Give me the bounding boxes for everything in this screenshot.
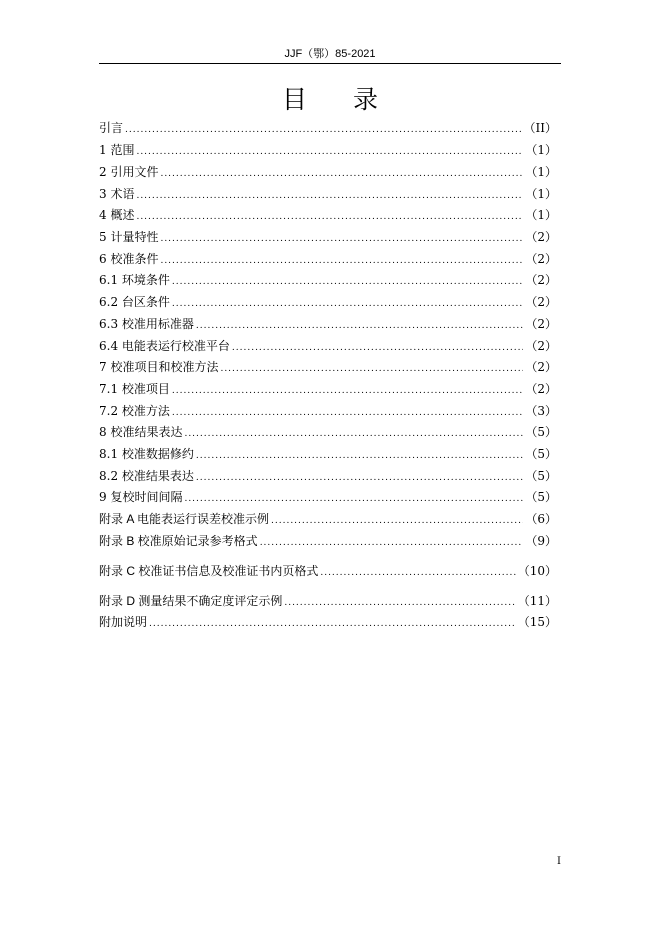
toc-entry-page: （3） xyxy=(525,404,557,418)
toc-entry-page: （2） xyxy=(525,252,557,266)
toc-entry-label: 附加说明 xyxy=(99,615,148,629)
toc-entry-3[interactable] xyxy=(99,185,557,203)
toc-entry-page: （5） xyxy=(525,490,557,504)
page-number: I xyxy=(557,856,561,867)
toc-entry-6-4[interactable] xyxy=(99,337,557,355)
toc-entry-9[interactable] xyxy=(99,488,557,506)
toc-leader-dots xyxy=(271,516,523,526)
toc-leader-dots xyxy=(196,321,523,331)
toc-leader-dots xyxy=(172,408,523,418)
toc-entry-label: 附录 C 校准证书信息及校准证书内页格式 xyxy=(99,564,319,578)
page-title: 目录 xyxy=(281,85,424,114)
toc-entry-6-3[interactable] xyxy=(99,315,557,333)
toc-entry-page: （11） xyxy=(517,594,557,608)
toc-leader-dots xyxy=(260,538,524,548)
toc-leader-dots xyxy=(160,169,523,179)
toc-entry-page: （1） xyxy=(525,143,557,157)
toc-entry-label: 6.3 校准用标准器 xyxy=(99,317,194,331)
toc-entry-label: 6.2 台区条件 xyxy=(99,295,170,309)
toc-entry-appendix-b[interactable] xyxy=(99,532,557,550)
toc-entry-label: 6.1 环境条件 xyxy=(99,273,170,287)
toc-entry-label: 8 校准结果表达 xyxy=(99,425,183,439)
toc-entry-page: （2） xyxy=(525,295,557,309)
toc-leader-dots xyxy=(184,494,523,504)
toc-entry-label: 附录 B 校准原始记录参考格式 xyxy=(99,534,258,548)
toc-leader-dots xyxy=(196,473,523,483)
toc-entry-label: 7.2 校准方法 xyxy=(99,404,170,418)
toc-entry-6[interactable] xyxy=(99,250,557,268)
toc-entry-label: 8.1 校准数据修约 xyxy=(99,447,194,461)
toc-leader-dots xyxy=(149,619,516,629)
toc-entry-page: （5） xyxy=(525,425,557,439)
toc-entry-page: （1） xyxy=(525,165,557,179)
toc-entry-label: 2 引用文件 xyxy=(99,165,159,179)
toc-entry-5[interactable] xyxy=(99,228,557,246)
toc-entry-page: （10） xyxy=(517,564,557,578)
toc-entry-appendix-a[interactable] xyxy=(99,510,557,528)
toc-entry-page: （15） xyxy=(517,615,557,629)
toc-entry-6-2[interactable] xyxy=(99,293,557,311)
toc-leader-dots xyxy=(160,234,523,244)
toc-entry-page: （II） xyxy=(523,121,557,135)
toc-leader-dots xyxy=(320,568,515,578)
toc-entry-page: （1） xyxy=(525,187,557,201)
toc-leader-dots xyxy=(172,277,523,287)
toc-entry-8[interactable] xyxy=(99,423,557,441)
toc-leader-dots xyxy=(136,191,523,201)
toc-leader-dots xyxy=(232,343,523,353)
toc-leader-dots xyxy=(284,598,515,608)
toc-entry-label: 6.4 电能表运行校准平台 xyxy=(99,339,230,353)
toc-entry-additional-notes[interactable] xyxy=(99,613,557,631)
toc-leader-dots xyxy=(136,212,523,222)
toc-entry-label: 1 范围 xyxy=(99,143,135,157)
toc-leader-dots xyxy=(220,364,523,374)
toc-entry-label: 引言 xyxy=(99,121,124,135)
toc-entry-label: 8.2 校准结果表达 xyxy=(99,469,194,483)
toc-entry-page: （6） xyxy=(525,512,557,526)
toc-entry-7-1[interactable] xyxy=(99,380,557,398)
toc-entry-label: 7 校准项目和校准方法 xyxy=(99,360,219,374)
toc-entry-7[interactable] xyxy=(99,358,557,376)
toc-entry-label: 9 复校时间间隔 xyxy=(99,490,183,504)
toc-entry-6-1[interactable] xyxy=(99,271,557,289)
toc-entry-1[interactable] xyxy=(99,141,557,159)
toc-leader-dots xyxy=(136,147,523,157)
toc-entry-8-2[interactable] xyxy=(99,467,557,485)
toc-leader-dots xyxy=(172,386,523,396)
toc-entry-label: 6 校准条件 xyxy=(99,252,159,266)
toc-entry-appendix-c[interactable] xyxy=(99,562,557,580)
toc-leader-dots xyxy=(196,451,523,461)
toc-entry-label: 3 术语 xyxy=(99,187,135,201)
toc-entry-label: 附录 A 电能表运行误差校准示例 xyxy=(99,512,270,526)
toc-leader-dots xyxy=(160,256,523,266)
toc-entry-page: （9） xyxy=(525,534,557,548)
toc-leader-dots xyxy=(125,125,522,135)
running-header: JJF（鄂）85-2021 xyxy=(284,48,376,60)
toc-entry-page: （5） xyxy=(525,469,557,483)
toc-entry-appendix-d[interactable] xyxy=(99,592,557,610)
toc-entry-page: （2） xyxy=(525,382,557,396)
toc-entry-8-1[interactable] xyxy=(99,445,557,463)
toc-entry-page: （2） xyxy=(525,317,557,331)
toc-entry-page: （2） xyxy=(525,339,557,353)
toc-entry-page: （2） xyxy=(525,230,557,244)
toc-leader-dots xyxy=(172,299,523,309)
toc-entry-7-2[interactable] xyxy=(99,402,557,420)
toc-entry-label: 5 计量特性 xyxy=(99,230,159,244)
toc-entry-page: （1） xyxy=(525,208,557,222)
toc-entry-2[interactable] xyxy=(99,163,557,181)
header-rule xyxy=(99,63,561,64)
toc-entry-page: （2） xyxy=(525,273,557,287)
toc-entry-label: 4 概述 xyxy=(99,208,135,222)
toc-entry-page: （5） xyxy=(525,447,557,461)
toc-entry-4[interactable] xyxy=(99,206,557,224)
toc-entry-label: 附录 D 测量结果不确定度评定示例 xyxy=(99,594,283,608)
toc-entry-page: （2） xyxy=(525,360,557,374)
toc-entry-introduction[interactable] xyxy=(99,119,557,137)
toc-leader-dots xyxy=(184,429,523,439)
toc-entry-label: 7.1 校准项目 xyxy=(99,382,170,396)
